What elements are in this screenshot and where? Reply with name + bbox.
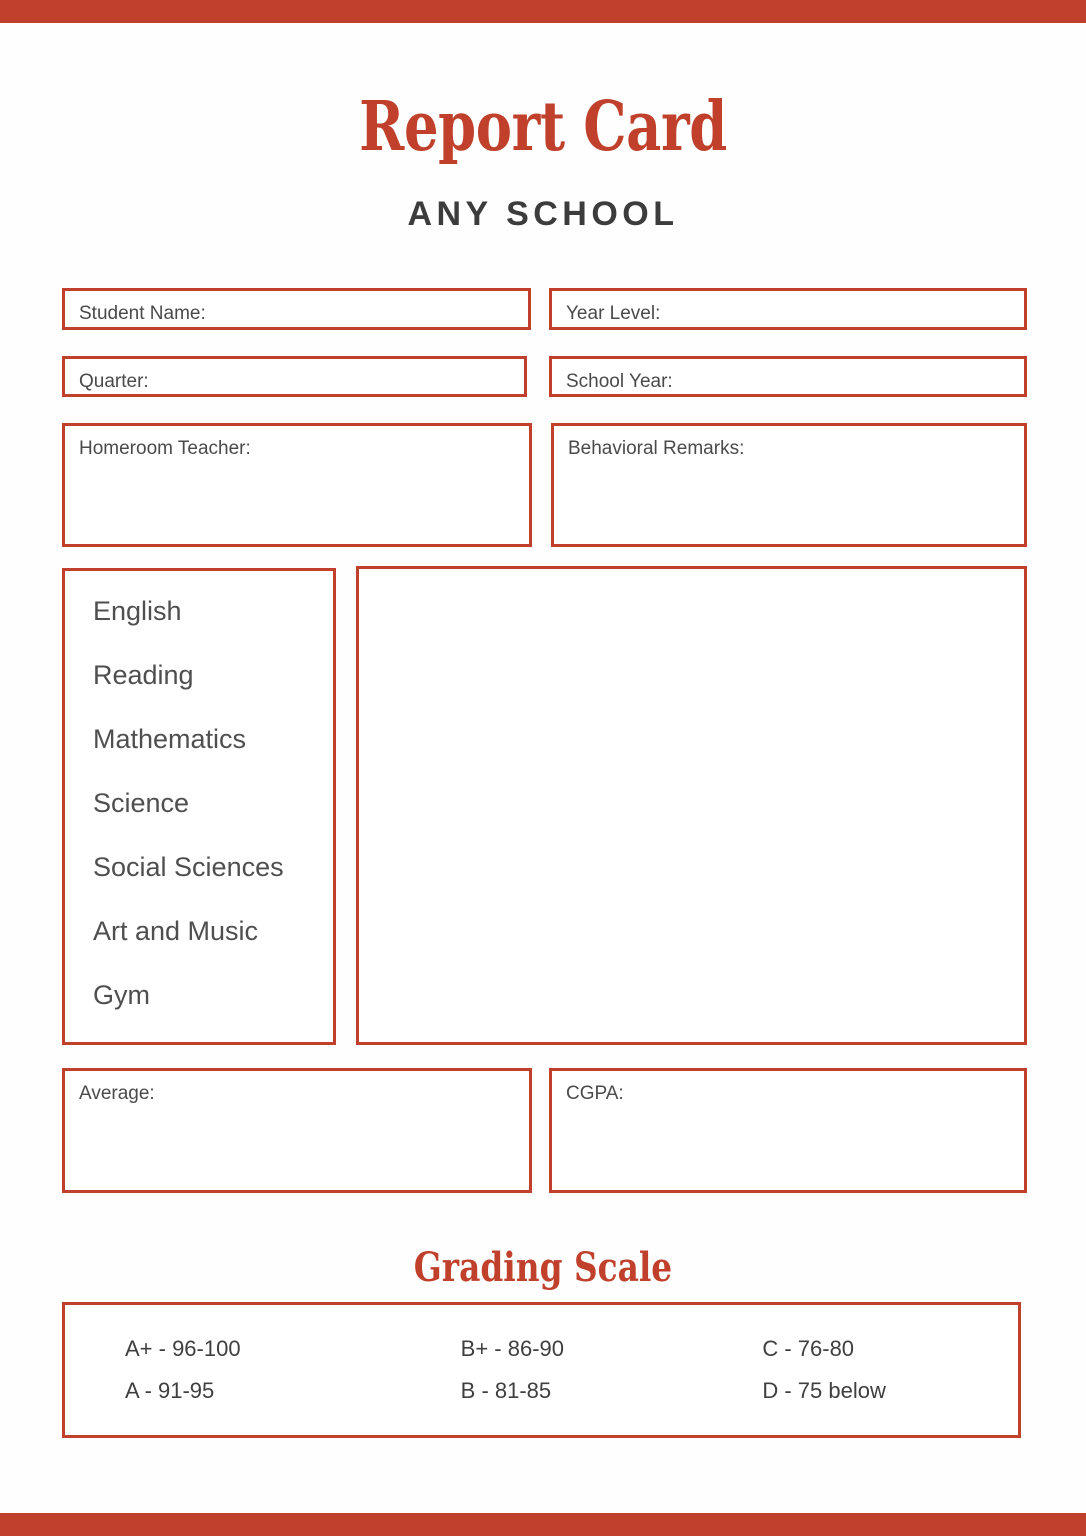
grading-scale-entry: A+ - 96-100 (125, 1336, 241, 1361)
cgpa-label: CGPA: (566, 1083, 624, 1104)
quarter-label: Quarter: (79, 371, 149, 392)
list-item: Gym (93, 980, 150, 1010)
grading-scale-box (62, 1302, 1021, 1438)
student-name-field[interactable] (62, 288, 531, 330)
school-year-label: School Year: (566, 371, 673, 392)
grading-scale-grid (65, 1305, 1018, 1435)
school-name: ANY SCHOOL (407, 195, 679, 233)
top-accent-bar (0, 0, 1086, 23)
list-item: Mathematics (93, 724, 247, 754)
grading-scale-entry: A - 91-95 (125, 1378, 215, 1403)
behavioral-remarks-field[interactable] (551, 423, 1027, 547)
list-item: Social Sciences (93, 852, 284, 882)
grading-scale-entry: C - 76-80 (762, 1336, 855, 1361)
homeroom-teacher-field[interactable] (62, 423, 532, 547)
quarter-field[interactable] (62, 356, 527, 397)
cgpa-field[interactable] (549, 1068, 1027, 1193)
subjects-list (93, 595, 327, 1043)
average-field[interactable] (62, 1068, 532, 1193)
homeroom-teacher-label: Homeroom Teacher: (79, 438, 251, 459)
list-item: Science (93, 788, 190, 818)
grading-scale-entry: B - 81-85 (460, 1378, 552, 1403)
list-item: Art and Music (93, 916, 259, 946)
average-label: Average: (79, 1083, 155, 1104)
subjects-list-box (62, 568, 336, 1045)
year-level-field[interactable] (549, 288, 1027, 330)
year-level-label: Year Level: (566, 303, 661, 324)
grading-scale-entry: B+ - 86-90 (460, 1336, 564, 1361)
page-title: Report Card (359, 87, 727, 167)
grading-scale-title: Grading Scale (413, 1244, 673, 1291)
school-year-field[interactable] (549, 356, 1027, 397)
list-item: Reading (93, 660, 194, 690)
behavioral-remarks-label: Behavioral Remarks: (568, 438, 745, 459)
grading-scale-entry: D - 75 below (762, 1378, 886, 1403)
grades-entry-area[interactable] (356, 566, 1027, 1045)
student-name-label: Student Name: (79, 303, 206, 324)
list-item: English (93, 596, 182, 626)
bottom-accent-bar (0, 1513, 1086, 1536)
